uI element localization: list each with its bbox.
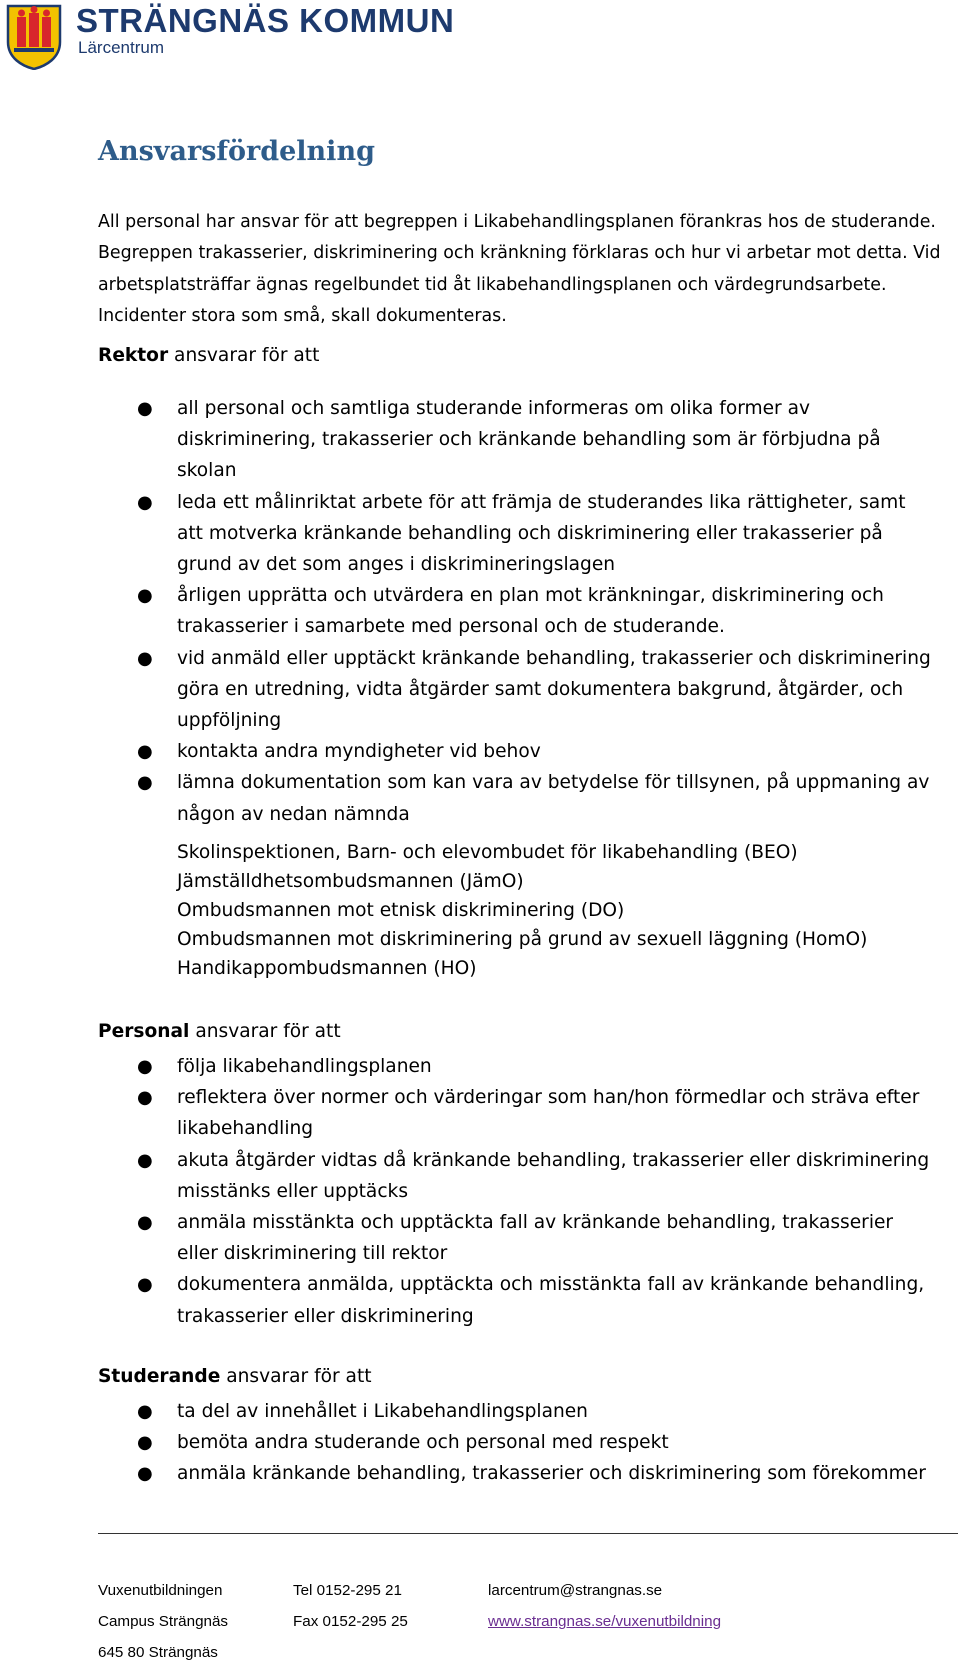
footer-postal-address: 645 80 Strängnäs bbox=[98, 1644, 218, 1661]
bullet-icon: ● bbox=[137, 647, 153, 669]
list-item-line: likabehandling bbox=[177, 1118, 314, 1140]
list-item bbox=[0, 643, 960, 737]
list-item-line: anmäla misstänkta och upptäckta fall av kränkande behandling, trakasserier bbox=[177, 1212, 894, 1234]
list-item-line: bemöta andra studerande och personal med respekt bbox=[177, 1432, 669, 1454]
list-item-line: vid anmäld eller upptäckt kränkande behandling, trakasserier och diskriminering bbox=[177, 647, 931, 669]
list-item-line: grund av det som anges i diskrimineringslagen bbox=[177, 554, 616, 576]
role-suffix: ansvarar för att bbox=[168, 345, 320, 366]
list-item-line: dokumentera anmälda, upptäckta och misstänkta fall av kränkande behandling, bbox=[177, 1274, 925, 1296]
list-item-line: att motverka kränkande behandling och diskriminering eller trakasserier på bbox=[177, 522, 883, 544]
list-item bbox=[0, 1082, 960, 1144]
role-name: Studerande bbox=[98, 1366, 221, 1387]
bullet-icon: ● bbox=[137, 398, 153, 419]
intro-line: arbetsplatsträffar ägnas regelbundet tid åt likabehandlingsplanen och värdegrundsarbete. bbox=[98, 274, 887, 295]
letterhead bbox=[0, 0, 455, 70]
agency-item: Skolinspektionen, Barn- och elevombudet för likabehandling (BEO) bbox=[177, 842, 798, 863]
intro-line: Incidenter stora som små, skall dokumenteras. bbox=[98, 306, 507, 327]
list-item-line: eller diskriminering till rektor bbox=[177, 1243, 448, 1265]
list-item-line: misstänks eller upptäcks bbox=[177, 1180, 409, 1202]
agency-item: Handikappombudsmannen (HO) bbox=[177, 958, 477, 979]
bullet-icon: ● bbox=[137, 1274, 153, 1296]
list-item-line: trakasserier i samarbete med personal och de studerande. bbox=[177, 616, 725, 638]
intro-line: Begreppen trakasserier, diskriminering och kränkning förklaras och hur vi arbetar mot detta. Vid bbox=[98, 243, 941, 264]
role-name: Rektor bbox=[98, 345, 169, 366]
list-item-line: diskriminering, trakasserier och kränkande behandling som är förbjudna på bbox=[177, 429, 881, 451]
footer-fax: Fax 0152-295 25 bbox=[293, 1613, 408, 1630]
list-item bbox=[0, 736, 960, 767]
footer-divider bbox=[98, 1533, 958, 1534]
footer-department: Vuxenutbildningen bbox=[98, 1582, 223, 1599]
agency-item: Jämställdhetsombudsmannen (JämO) bbox=[177, 871, 524, 892]
bullet-icon: ● bbox=[137, 585, 153, 607]
list-item-line: årligen upprätta och utvärdera en plan mot kränkningar, diskriminering och bbox=[177, 585, 884, 607]
bullet-icon: ● bbox=[137, 772, 153, 794]
bullet-icon: ● bbox=[137, 1149, 153, 1171]
list-item bbox=[0, 1458, 960, 1489]
list-item-line: anmäla kränkande behandling, trakasserier och diskriminering som förekommer bbox=[177, 1463, 926, 1485]
intro-line: All personal har ansvar för att begreppen i Likabehandlingsplanen förankras hos de studerande. bbox=[98, 212, 936, 232]
list-item bbox=[0, 393, 960, 487]
municipal-crest-icon bbox=[4, 2, 64, 70]
organization-unit: Lärcentrum bbox=[78, 38, 164, 57]
list-item-line: trakasserier eller diskriminering bbox=[177, 1305, 474, 1327]
studerande-responsibility-list bbox=[0, 1396, 960, 1490]
list-item-line: uppföljning bbox=[177, 710, 282, 732]
bullet-icon: ● bbox=[137, 491, 153, 513]
footer-phone: Tel 0152-295 21 bbox=[293, 1582, 402, 1599]
list-item-line: kontakta andra myndigheter vid behov bbox=[177, 741, 541, 763]
bullet-icon: ● bbox=[137, 1087, 153, 1109]
bullet-icon: ● bbox=[137, 1432, 153, 1454]
agency-list bbox=[177, 838, 867, 983]
list-item-line: leda ett målinriktat arbete för att främja de studerandes lika rättigheter, samt bbox=[177, 491, 906, 513]
rektor-responsibility-list bbox=[0, 393, 960, 830]
bullet-icon: ● bbox=[137, 1401, 153, 1422]
list-item-line: någon av nedan nämnda bbox=[177, 803, 410, 825]
footer-website-link[interactable]: www.strangnas.se/vuxenutbildning bbox=[488, 1613, 722, 1630]
document-title: Ansvarsfördelning bbox=[98, 136, 375, 167]
list-item bbox=[0, 1269, 960, 1331]
list-item bbox=[0, 767, 960, 829]
role-suffix: ansvarar för att bbox=[220, 1366, 372, 1387]
list-item bbox=[0, 580, 960, 642]
list-item bbox=[0, 1396, 960, 1427]
list-item-line: följa likabehandlingsplanen bbox=[177, 1056, 432, 1077]
personal-responsibility-list bbox=[0, 1051, 960, 1332]
list-item-line: lämna dokumentation som kan vara av betydelse för tillsynen, på uppmaning av bbox=[177, 772, 930, 794]
list-item bbox=[0, 1427, 960, 1458]
list-item-line: akuta åtgärder vidtas då kränkande behandling, trakasserier eller diskriminering bbox=[177, 1149, 930, 1171]
agency-item: Ombudsmannen mot diskriminering på grund av sexuell läggning (HomO) bbox=[177, 929, 868, 950]
list-item bbox=[0, 1207, 960, 1269]
bullet-icon: ● bbox=[137, 1056, 153, 1077]
role-name: Personal bbox=[98, 1021, 190, 1042]
list-item bbox=[0, 1051, 960, 1082]
list-item bbox=[0, 1145, 960, 1207]
role-suffix: ansvarar för att bbox=[189, 1021, 341, 1042]
list-item-line: ta del av innehållet i Likabehandlingsplanen bbox=[177, 1401, 588, 1422]
organization-name: STRÄNGNÄS KOMMUN bbox=[76, 2, 455, 39]
footer-campus: Campus Strängnäs bbox=[98, 1613, 229, 1630]
list-item bbox=[0, 487, 960, 581]
section-heading-personal bbox=[98, 1021, 341, 1042]
bullet-icon: ● bbox=[137, 741, 153, 763]
list-item-line: skolan bbox=[177, 460, 237, 482]
section-heading-studerande bbox=[98, 1366, 372, 1387]
section-heading-rektor bbox=[98, 345, 319, 366]
list-item-line: reflektera över normer och värderingar som han/hon förmedlar och sträva efter bbox=[177, 1087, 920, 1109]
bullet-icon: ● bbox=[137, 1212, 153, 1234]
list-item-line: all personal och samtliga studerande informeras om olika former av bbox=[177, 398, 811, 419]
footer-email[interactable]: larcentrum@strangnas.se bbox=[488, 1582, 663, 1599]
intro-paragraph bbox=[98, 207, 941, 333]
list-item-line: göra en utredning, vidta åtgärder samt dokumentera bakgrund, åtgärder, och bbox=[177, 678, 904, 700]
bullet-icon: ● bbox=[137, 1463, 153, 1485]
agency-item: Ombudsmannen mot etnisk diskriminering (DO) bbox=[177, 900, 625, 921]
